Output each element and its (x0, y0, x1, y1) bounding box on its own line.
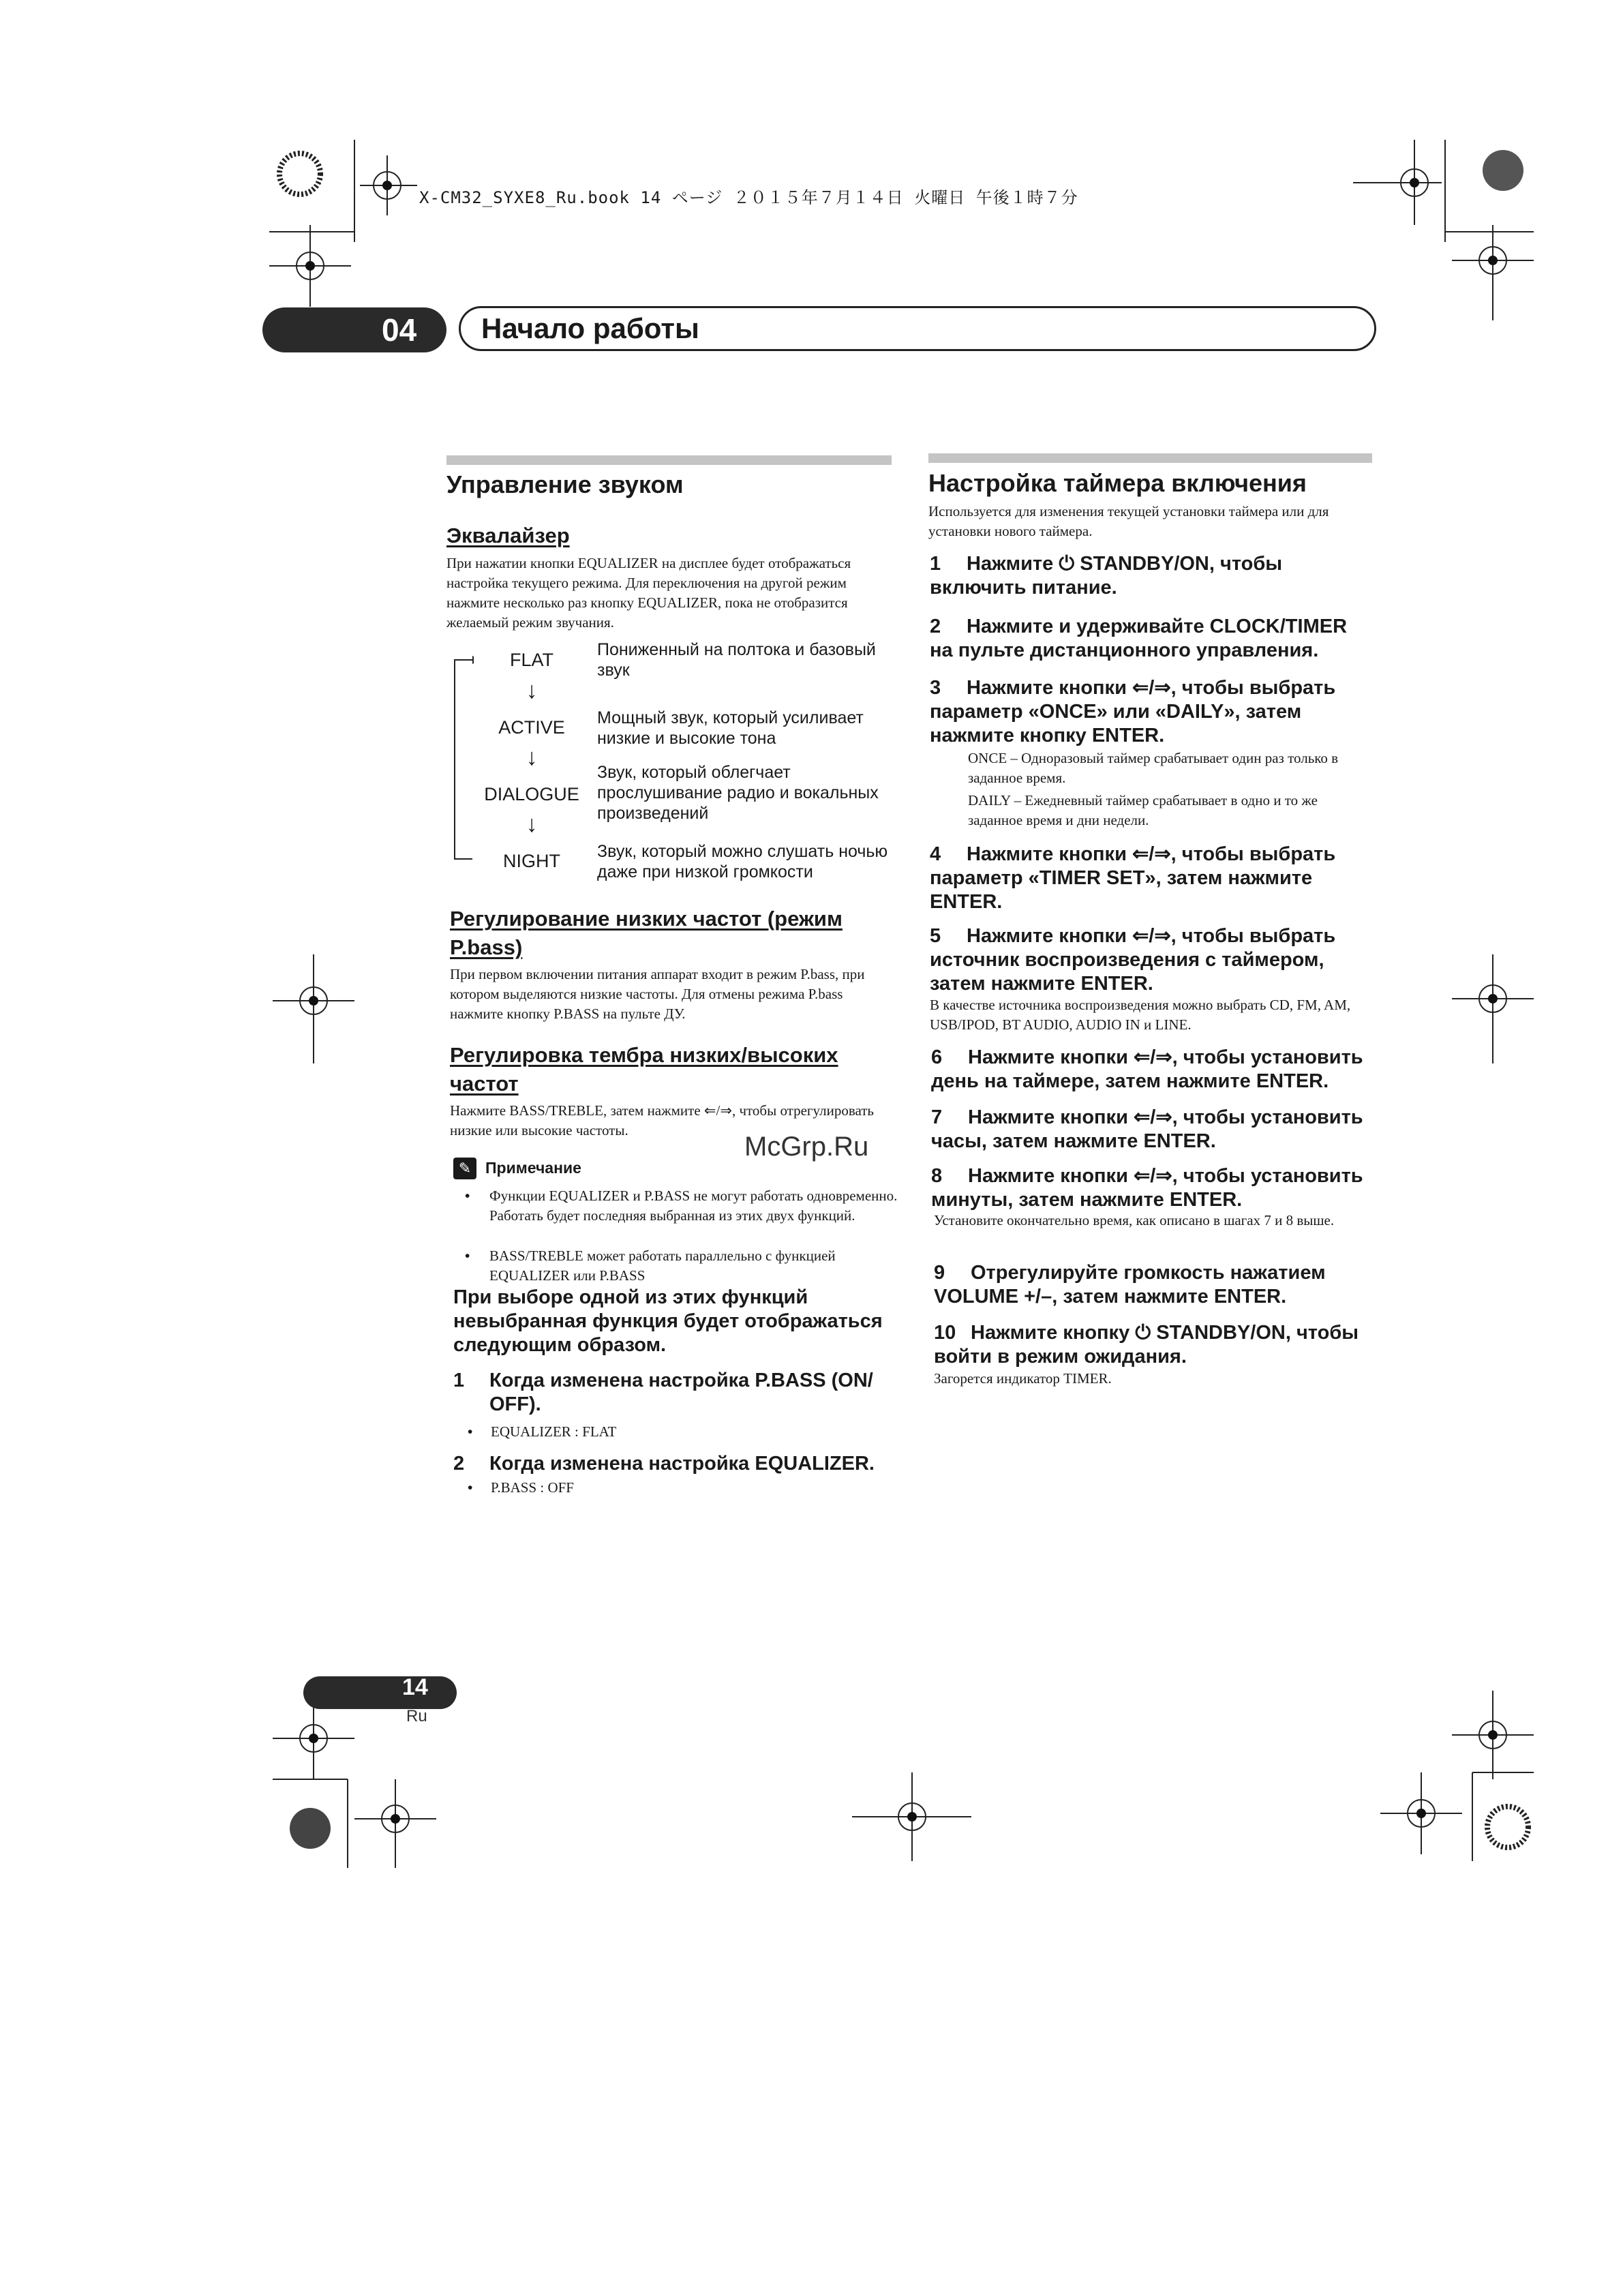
step-text: Нажмите кнопки ⇐/⇒, чтобы выбрать источник воспроизведения с таймером, затем нажмите ENTER. (930, 925, 1336, 995)
eq-cycle-arrow (446, 648, 474, 866)
timer-intro: Используется для изменения текущей установки таймера или для установки нового таймера. (928, 503, 1329, 539)
step-number: 7 (931, 1106, 943, 1128)
bullet-dot: • (468, 1424, 473, 1440)
step-text: Нажмите и удерживайте CLOCK/TIMER на пульте дистанционного управления. (930, 616, 1348, 661)
chapter-number: 04 (382, 312, 417, 348)
down-arrow-icon: ↓ (526, 744, 538, 770)
step-desc: Загорется индикатор TIMER. (934, 1370, 1112, 1387)
case-number: 1 (453, 1370, 465, 1391)
step-text: Нажмите кнопку ⏻ STANDBY/ON, чтобы войти в режим ожидания. (934, 1322, 1359, 1368)
step-desc: В качестве источника воспроизведения можно выбрать CD, FM, AM, USB/IPOD, BT AUDIO, AUDIO IN и LINE. (930, 997, 1351, 1033)
step-text: Отрегулируйте громкость нажатием VOLUME +/–, затем нажмите ENTER. (934, 1262, 1326, 1308)
step-desc: Установите окончательно время, как описано в шагах 7 и 8 выше. (934, 1212, 1335, 1228)
eq-mode-flat: FLAT (509, 650, 553, 670)
print-info-line: X-CM32_SYXE8_Ru.book 14 ページ ２０１５年７月１４日 火曜日 午後１時７分 (419, 188, 1078, 207)
case-bullet: EQUALIZER : FLAT (491, 1423, 617, 1440)
step-desc-daily: DAILY – Ежедневный таймер срабатывает в одно и то же заданное время и дни недели. (968, 792, 1318, 828)
step-number: 5 (930, 925, 941, 947)
note-bullet: Функции EQUALIZER и P.BASS не могут работать одновременно. Работать будет последняя выбранная из этих двух функций. (489, 1188, 898, 1224)
step-text: Нажмите кнопки ⇐/⇒, чтобы выбрать параметр «ONCE» или «DAILY», затем нажмите кнопку ENTER. (930, 677, 1336, 746)
case-bullet: P.BASS : OFF (491, 1479, 574, 1496)
section-title-sound: Управление звуком (446, 470, 684, 498)
step-text: Нажмите ⏻ STANDBY/ON, чтобы включить питание. (930, 553, 1283, 599)
eq-mode-desc: Звук, который можно слушать ночью даже при низкой громкости (597, 842, 888, 881)
down-arrow-icon: ↓ (526, 678, 538, 704)
step-number: 3 (930, 677, 941, 699)
step-text: Нажмите кнопки ⇐/⇒, чтобы установить день на таймере, затем нажмите ENTER. (931, 1046, 1363, 1092)
step-number: 6 (931, 1046, 943, 1068)
pbass-title: Регулирование низких частот (режим (450, 907, 843, 931)
page-number: 14 (402, 1674, 428, 1700)
section-rule-left (446, 455, 892, 465)
chapter-pill (262, 307, 446, 352)
section-title-timer: Настройка таймера включения (928, 469, 1307, 497)
case-text: Когда изменена настройка P.BASS (ON/ OFF). (489, 1370, 873, 1415)
tone-body: Нажмите BASS/TREBLE, затем нажмите ⇐/⇒, чтобы отрегулировать низкие или высокие частоты. (450, 1102, 875, 1138)
eq-mode-active: ACTIVE (498, 717, 565, 738)
eq-mode-desc: Мощный звук, который усиливает низкие и высокие тона (597, 708, 864, 748)
step-text: Нажмите кнопки ⇐/⇒, чтобы выбрать параметр «TIMER SET», затем нажмите ENTER. (930, 843, 1336, 913)
eq-mode-desc: Пониженный на полтока и базовый звук (597, 640, 876, 680)
step-desc-once: ONCE – Одноразовый таймер срабатывает один раз только в заданное время. (968, 750, 1339, 786)
eq-title: Эквалайзер (446, 524, 570, 547)
case-text: Когда изменена настройка EQUALIZER. (489, 1453, 875, 1475)
step-number: 1 (930, 553, 941, 575)
eq-mode-night: NIGHT (503, 851, 560, 871)
step-number: 10 (934, 1322, 956, 1344)
bullet-dot: • (465, 1188, 470, 1204)
eq-mode-desc: Звук, который облегчает прослушивание радио и вокальных произведений (597, 763, 879, 823)
summary-heading: При выборе одной из этих функций невыбранная функция будет отображаться следующим образом. (453, 1286, 883, 1356)
tone-title: Регулировка тембра низких/высоких (450, 1043, 838, 1067)
case-number: 2 (453, 1453, 465, 1475)
eq-body: При нажатии кнопки EQUALIZER на дисплее будет отображаться настройка текущего режима. Для переключения на другой режим нажмите несколько раз кнопку EQUALIZER, пока не отобразится желаемый режим звучания. (446, 555, 851, 631)
bullet-dot: • (468, 1480, 473, 1496)
note-pencil-icon: ✎ (453, 1158, 476, 1179)
eq-mode-dialogue: DIALOGUE (484, 784, 579, 804)
pbass-title-cont: P.bass) (450, 935, 523, 959)
note-bullet: BASS/TREBLE может работать параллельно с функцией EQUALIZER или P.BASS (489, 1248, 836, 1284)
step-number: 8 (931, 1165, 943, 1187)
watermark: McGrp.Ru (744, 1132, 869, 1162)
section-rule-right (928, 453, 1372, 463)
step-number: 4 (930, 843, 941, 865)
step-number: 2 (930, 616, 941, 637)
down-arrow-icon: ↓ (526, 811, 538, 837)
note-label: Примечание (485, 1159, 581, 1177)
step-text: Нажмите кнопки ⇐/⇒, чтобы установить минуты, затем нажмите ENTER. (931, 1165, 1363, 1211)
tone-title-cont: частот (450, 1072, 519, 1096)
pbass-body: При первом включении питания аппарат входит в режим P.bass, при котором выделяются низкие частоты. Для отмены режима P.bass нажмите кнопку P.BASS на пульте ДУ. (450, 966, 865, 1022)
step-text: Нажмите кнопки ⇐/⇒, чтобы установить часы, затем нажмите ENTER. (931, 1106, 1363, 1152)
chapter-title: Начало работы (481, 312, 699, 344)
step-number: 9 (934, 1262, 945, 1284)
bullet-dot: • (465, 1248, 470, 1264)
page-language: Ru (406, 1707, 427, 1725)
page-number-pill (303, 1676, 457, 1709)
